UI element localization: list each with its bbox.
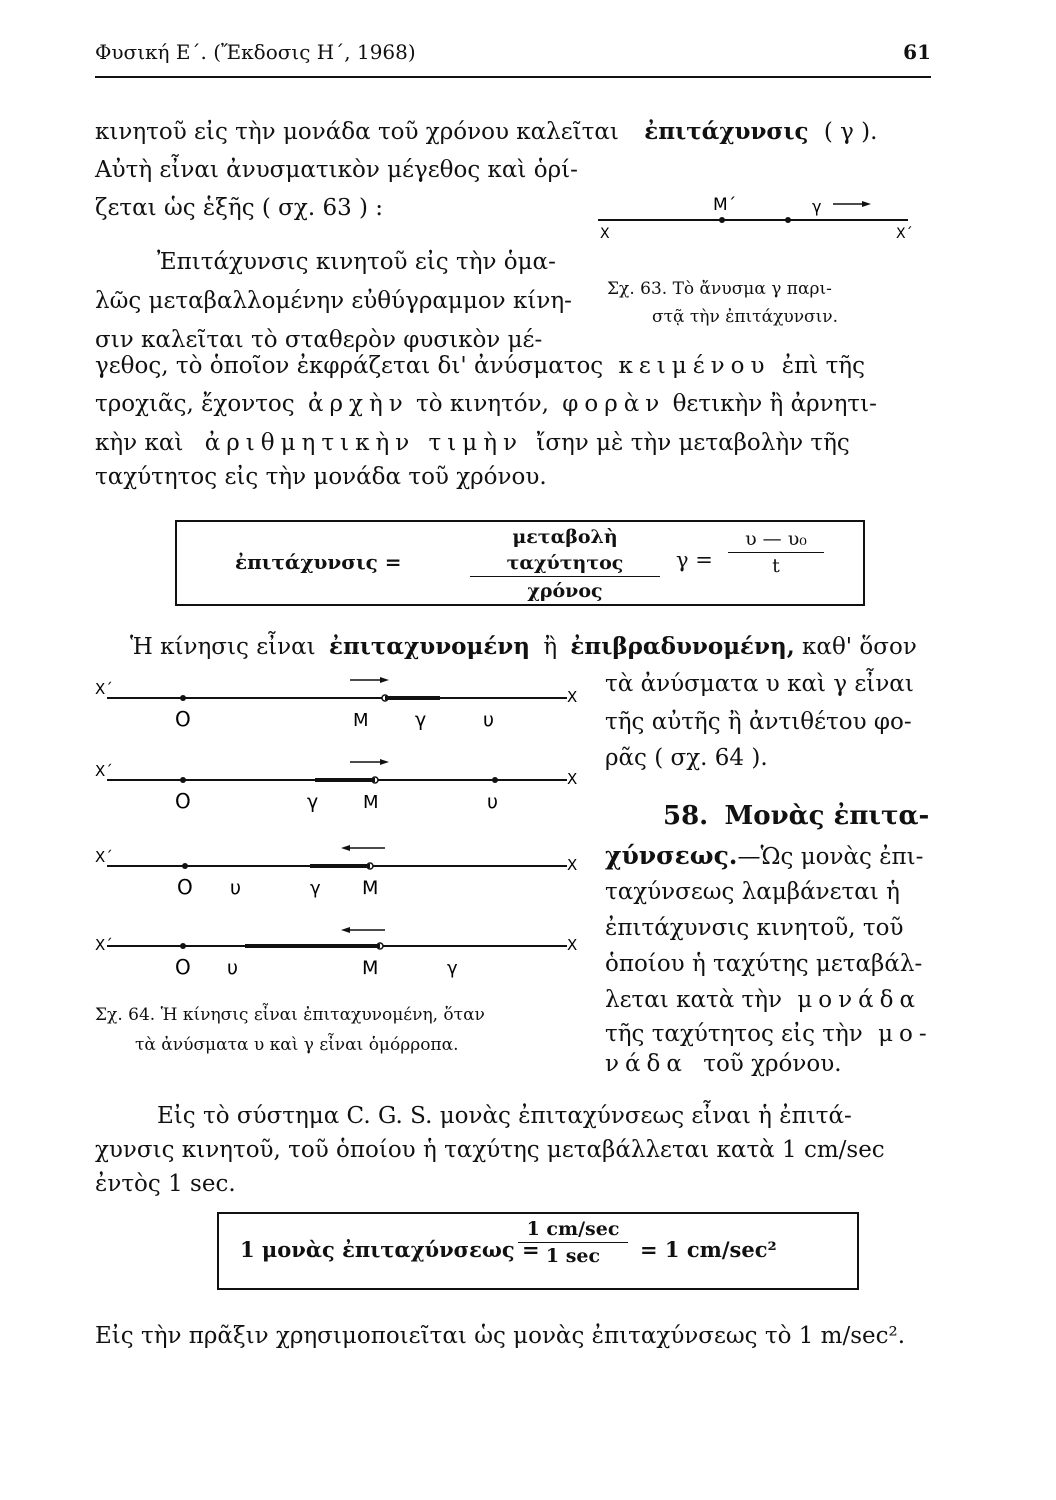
fig64-row-4 <box>95 927 577 979</box>
text: ἢ <box>543 634 558 660</box>
section-title-cont: χύνσεως. <box>605 841 738 870</box>
para3-line4: ρᾶς ( σχ. 64 ). <box>605 745 768 771</box>
text: ἐπὶ τῆς <box>781 353 865 379</box>
text: λεται κατὰ τὴν <box>605 987 783 1013</box>
fig64-row2-xl: Χ΄ <box>95 762 113 780</box>
formula2-numerator: 1 cm/sec <box>526 1218 620 1240</box>
para2-line3: σιν καλεῖται τὸ σταθερὸν φυσικὸν μέ- <box>95 327 543 353</box>
running-header: Φυσική Ε΄. (Ἔκδοσις Η΄, 1968) <box>95 40 416 64</box>
text: κὴν καὶ <box>95 430 184 456</box>
para1-line3: ζεται ὡς ἑξῆς ( σχ. 63 ) : <box>95 195 384 221</box>
formula1-fraction <box>470 524 660 605</box>
fig64-row-1 <box>95 677 577 731</box>
section58-line3: ἐπιτάχυνσις κινητοῦ, τοῦ <box>605 915 904 941</box>
spaced-word: φορὰν <box>562 391 666 417</box>
text: τοῦ χρόνου. <box>703 1051 842 1077</box>
fig64-row3-label-0: Ο <box>177 875 193 899</box>
figure-63 <box>590 190 930 250</box>
para3-line3: τῆς αὐτῆς ἢ ἀντιθέτου φο- <box>605 709 912 735</box>
text: Ἡ κίνησις εἶναι <box>130 634 316 660</box>
fig64-row1-label-0: Ο <box>175 707 191 731</box>
fig64-caption-1: Σχ. 64. Ἡ κίνησις εἶναι ἐπιταχυνομένη, ὅταν <box>95 1005 485 1025</box>
formula2-rhs: = 1 cm/sec² <box>640 1237 777 1262</box>
fig64-row4-label-1: υ <box>227 957 238 979</box>
fig63-caption-2: στᾷ τὴν ἐπιτάχυνσιν. <box>652 307 839 327</box>
formula1-denominator: χρόνος <box>527 580 603 602</box>
fig64-row4-label-0: Ο <box>175 955 191 979</box>
fig63-label-x2: Χ΄ <box>896 226 913 242</box>
fig64-row2-xr: Χ <box>567 770 578 788</box>
fig64-row3-xr: Χ <box>567 856 578 874</box>
fig63-label-g: γ <box>812 197 822 216</box>
header-rule <box>95 76 931 78</box>
para2-line7: ταχύτητος εἰς τὴν μονάδα τοῦ χρόνου. <box>95 464 547 490</box>
fig64-row4-label-3: γ <box>447 958 458 979</box>
formula2-denominator: 1 sec <box>545 1245 601 1267</box>
fig64-row1-label-1: Μ <box>353 710 369 731</box>
fig64-row4-xr: Χ <box>567 936 578 954</box>
text: γεθος, τὸ ὁποῖον ἐκφράζεται δι' ἀνύσματος <box>95 353 604 379</box>
fig64-row2-label-2: Μ <box>363 792 379 813</box>
fig64-row2-label-3: υ <box>487 791 498 813</box>
text: θετικὴν ἢ ἀρνητι- <box>672 391 877 417</box>
section58-line1 <box>605 836 923 877</box>
fig64-row3-label-1: υ <box>230 877 241 899</box>
fig64-row4-label-2: Μ <box>362 957 379 979</box>
fig64-row1-xl: Χ΄ <box>95 680 113 698</box>
text: κινητοῦ εἰς τὴν μονάδα τοῦ χρόνου καλεῖται <box>95 119 619 145</box>
formula1-numerator: μεταβολὴ ταχύτητος <box>506 526 624 574</box>
figure-64 <box>95 668 585 988</box>
spaced-word: μο- <box>878 1021 933 1047</box>
para1-line2: Αὐτὴ εἶναι ἀνυσματικὸν μέγεθος καὶ ὁρί- <box>95 157 578 183</box>
fig64-row-3 <box>95 845 577 899</box>
para2-line2: λῶς μεταβαλλομένην εὐθύγραμμον κίνη- <box>95 288 572 314</box>
text: —Ὡς μονὰς ἐπι- <box>737 844 924 870</box>
fig63-label-x: Χ <box>600 226 610 242</box>
fig63-arrowhead <box>862 201 871 207</box>
text: καθ' ὅσον <box>802 634 917 660</box>
para4-line1: Εἰς τὸ σύστημα C. G. S. μονὰς ἐπιταχύνσεως εἶναι ἡ ἐπιτά- <box>157 1103 852 1129</box>
section-58-heading <box>663 796 929 836</box>
para2-line1: Ἐπιτάχυνσις κινητοῦ εἰς τὴν ὁμα- <box>157 249 556 275</box>
para2-line5 <box>95 384 877 424</box>
spaced-word: ἀριθμητικὴν τιμὴν <box>204 430 523 456</box>
fig64-row4-xl: Χ΄ <box>95 936 113 954</box>
fig64-row3-xl: Χ΄ <box>95 848 113 866</box>
fig63-label-m: Μ΄ <box>713 195 737 215</box>
section-title: Μονὰς ἐπιτα- <box>724 801 930 831</box>
text: τὸ κινητόν, <box>416 391 549 417</box>
fig63-point <box>785 217 791 223</box>
para4-line2: χυνσις κινητοῦ, τοῦ ὁποίου ἡ ταχύτης μεταβάλλεται κατὰ 1 cm/sec <box>95 1137 885 1163</box>
para1-line1 <box>95 112 877 152</box>
fig64-row3-label-2: γ <box>310 878 321 899</box>
fig64-caption-2: τὰ ἀνύσματα υ καὶ γ εἶναι ὁμόρροπα. <box>135 1035 459 1055</box>
term-accelerated: ἐπιταχυνομένη <box>328 633 530 660</box>
spaced-word: ἀρχὴν <box>307 391 409 417</box>
formula1-g: γ = <box>676 548 713 572</box>
para3-line2: τὰ ἀνύσματα υ καὶ γ εἶναι <box>605 671 914 697</box>
para3-line1 <box>130 627 917 667</box>
text: τροχιᾶς, ἔχοντος <box>95 391 295 417</box>
spaced-word: μονάδα <box>797 987 922 1013</box>
formula2-lhs: 1 μονὰς ἐπιταχύνσεως = <box>240 1237 540 1262</box>
fig64-row1-xr: Χ <box>567 688 578 706</box>
term-decelerated: ἐπιβραδυνομένη, <box>570 633 795 660</box>
fig63-point-m <box>719 217 725 223</box>
text: ( γ ). <box>823 119 878 145</box>
para4-line3: ἐντὸς 1 sec. <box>95 1171 236 1197</box>
formula1-lhs: ἐπιτάχυνσις = <box>235 550 402 574</box>
fig64-row3-label-3: Μ <box>362 877 379 899</box>
fig64-row1-label-2: γ <box>415 709 427 731</box>
formula1-fraction-2 <box>728 526 824 579</box>
spaced-word: νάδα <box>605 1051 688 1077</box>
fig64-row2-label-0: Ο <box>175 789 191 813</box>
section58-line7 <box>605 1044 842 1084</box>
section58-line2: ταχύνσεως λαμβάνεται ἡ <box>605 879 900 905</box>
fig63-caption-1: Σχ. 63. Τὸ ἄνυσμα γ παρι- <box>607 279 832 299</box>
page-number: 61 <box>903 40 931 64</box>
fig64-row-2 <box>95 759 577 813</box>
para5-line1: Εἰς τὴν πρᾶξιν χρησιμοποιεῖται ὡς μονὰς ἐπιταχύνσεως τὸ 1 m/sec². <box>95 1323 906 1349</box>
term-epitachynsis: ἐπιτάχυνσις <box>644 118 809 145</box>
formula2-fraction <box>518 1216 628 1269</box>
text: ἴσην μὲ τὴν μεταβολὴν τῆς <box>536 430 850 456</box>
spaced-word: κειμένου <box>618 353 771 379</box>
formula1-numerator-2: υ — υ₀ <box>745 528 807 550</box>
text: τῆς ταχύτητος εἰς τὴν <box>605 1021 863 1047</box>
fig64-row1-label-3: υ <box>483 709 494 731</box>
para2-line4 <box>95 346 865 386</box>
formula1-denominator-2: t <box>772 555 780 577</box>
section58-line4: ὁποίου ἡ ταχύτης μεταβάλ- <box>605 951 923 977</box>
section-number: 58. <box>663 801 709 831</box>
fig64-row2-label-1: γ <box>307 791 319 813</box>
